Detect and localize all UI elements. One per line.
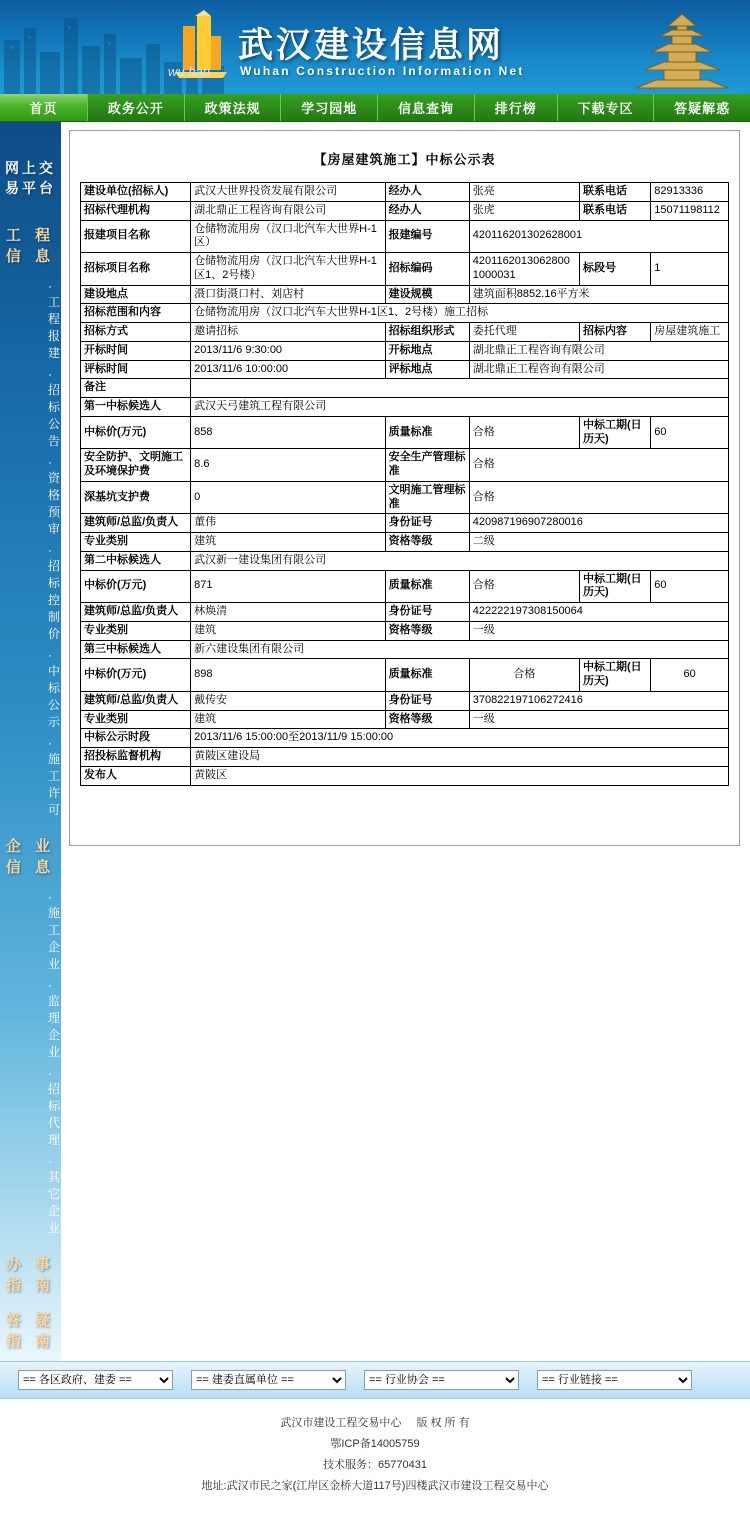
nav-item-info-query[interactable]: 信息查询 — [378, 94, 475, 121]
value-third-duration: 60 — [651, 659, 729, 692]
label-third-id: 身份证号 — [385, 691, 469, 710]
table-row — [81, 729, 729, 748]
sidebar-item-construction-enterprise[interactable]: · 施工企业 — [0, 887, 61, 975]
value-section-no: 1 — [651, 253, 729, 286]
sidebar-item-construction-permit[interactable]: · 施工许可 — [0, 733, 61, 821]
sidebar-item-project-registration[interactable]: · 工程报建 — [0, 276, 61, 364]
site-banner — [0, 0, 750, 94]
nav-item-faq[interactable]: 答疑解惑 — [674, 101, 731, 116]
footer-support: 技术服务：65770431 — [323, 1458, 427, 1471]
value-supervision-org: 黄陂区建设局 — [191, 748, 729, 767]
label-second-bid-price: 中标价(万元) — [81, 570, 191, 603]
value-third-bid-price: 898 — [191, 659, 385, 692]
bid-publicity-document — [69, 130, 740, 846]
label-construction-site: 建设地点 — [81, 285, 191, 304]
label-supervision-org: 招投标监督机构 — [81, 748, 191, 767]
value-first-civil-std: 合格 — [469, 481, 728, 514]
label-first-architect: 建筑师/总监/负责人 — [81, 514, 191, 533]
value-third-major: 建筑 — [191, 710, 385, 729]
nav-item-download-zone[interactable]: 下载专区 — [558, 94, 655, 121]
label-remark: 备注 — [81, 379, 191, 398]
label-open-time: 开标时间 — [81, 341, 191, 360]
label-first-duration: 中标工期(日历天) — [579, 416, 650, 449]
table-row — [81, 416, 729, 449]
value-first-bid-price: 858 — [191, 416, 385, 449]
select-industry-associations[interactable] — [364, 1370, 519, 1390]
label-third-bid-price: 中标价(万元) — [81, 659, 191, 692]
label-bid-org-form: 招标组织形式 — [385, 323, 469, 342]
label-section-no: 标段号 — [579, 253, 650, 286]
value-first-deep-fee: 0 — [191, 481, 385, 514]
footer-copyright-row — [0, 1413, 750, 1434]
table-row — [81, 481, 729, 514]
table-row — [81, 253, 729, 286]
value-open-place: 湖北鼎正工程咨询有限公司 — [469, 341, 728, 360]
value-bid-content: 房屋建筑施工 — [651, 323, 729, 342]
value-third-architect: 戴传安 — [191, 691, 385, 710]
value-first-safety-std: 合格 — [469, 449, 728, 482]
yellow-crane-tower-icon — [622, 12, 742, 92]
main-navigation[interactable] — [0, 94, 750, 122]
label-third-candidate: 第三中标候选人 — [81, 640, 191, 659]
value-eval-place: 湖北鼎正工程咨询有限公司 — [469, 360, 728, 379]
table-row — [81, 323, 729, 342]
label-publicity-period: 中标公示时段 — [81, 729, 191, 748]
value-open-time: 2013/11/6 9:30:00 — [191, 341, 385, 360]
site-footer — [0, 1399, 750, 1515]
site-title-en: Wuhan Construction Information Net — [240, 64, 525, 78]
label-first-grade: 资格等级 — [385, 533, 469, 552]
value-second-bid-price: 871 — [191, 570, 385, 603]
site-title-cn: 武汉建设信息网 — [238, 26, 505, 66]
sidebar-links-engineering — [0, 276, 61, 821]
label-second-quality: 质量标准 — [385, 570, 469, 603]
value-bid-method: 邀请招标 — [191, 323, 385, 342]
label-first-bid-price: 中标价(万元) — [81, 416, 191, 449]
select-district-governments[interactable] — [18, 1370, 173, 1390]
value-construction-unit: 武汉大世界投资发展有限公司 — [191, 183, 385, 202]
label-second-architect: 建筑师/总监/负责人 — [81, 603, 191, 622]
label-first-candidate: 第一中标候选人 — [81, 398, 191, 417]
table-row — [81, 710, 729, 729]
value-second-major: 建筑 — [191, 621, 385, 640]
value-bid-code: 42011620130628001000031 — [469, 253, 579, 286]
value-second-id: 422222197308150064 — [469, 603, 728, 622]
table-row — [81, 398, 729, 417]
table-row — [81, 551, 729, 570]
table-row — [81, 533, 729, 552]
value-third-candidate: 新六建设集团有限公司 — [191, 640, 729, 659]
sidebar-item-winning-publicity[interactable]: · 中标公示 — [0, 645, 61, 733]
sidebar-section-title-faq-guide[interactable]: 答 疑 指 南 — [5, 1312, 56, 1350]
label-third-quality: 质量标准 — [385, 659, 469, 692]
nav-item-government-affairs[interactable]: 政务公开 — [88, 94, 185, 121]
label-second-duration: 中标工期(日历天) — [579, 570, 650, 603]
label-contact-phone-1: 联系电话 — [579, 183, 650, 202]
value-first-quality: 合格 — [469, 416, 579, 449]
table-row — [81, 220, 729, 253]
value-publisher: 黄陂区 — [191, 766, 729, 785]
value-construction-scale: 建筑面积8852.16平方米 — [469, 285, 728, 304]
main-content — [61, 122, 750, 1361]
table-row — [81, 183, 729, 202]
table-row — [81, 201, 729, 220]
table-row — [81, 691, 729, 710]
label-first-safety-std: 安全生产管理标准 — [385, 449, 469, 482]
label-second-grade: 资格等级 — [385, 621, 469, 640]
label-second-major: 专业类别 — [81, 621, 191, 640]
sidebar-item-prequalification[interactable]: · 资格预审 — [0, 452, 61, 540]
value-publicity-period: 2013/11/6 15:00:00至2013/11/9 15:00:00 — [191, 729, 729, 748]
label-construction-scale: 建设规模 — [385, 285, 469, 304]
footer-owner: 武汉市建设工程交易中心 — [280, 1417, 402, 1429]
value-first-safety-fee: 8.6 — [191, 449, 385, 482]
label-project-name-reported: 报建项目名称 — [81, 220, 191, 253]
value-contact-phone-2: 15071198112 — [651, 201, 729, 220]
label-third-architect: 建筑师/总监/负责人 — [81, 691, 191, 710]
value-first-id: 420987196907280016 — [469, 514, 728, 533]
nav-item-home[interactable]: 首页 — [0, 94, 88, 121]
label-first-quality: 质量标准 — [385, 416, 469, 449]
label-handler-1: 经办人 — [385, 183, 469, 202]
label-first-deep-fee: 深基坑支护费 — [81, 481, 191, 514]
table-row — [81, 341, 729, 360]
table-row — [81, 766, 729, 785]
table-row — [81, 659, 729, 692]
sidebar-section-title-engineering: 工 程 信 息 — [5, 227, 56, 265]
nav-item-ranking[interactable]: 排行榜 — [475, 94, 558, 121]
value-first-grade: 二级 — [469, 533, 728, 552]
label-report-no: 报建编号 — [385, 220, 469, 253]
label-publisher: 发布人 — [81, 766, 191, 785]
label-contact-phone-2: 联系电话 — [579, 201, 650, 220]
sidebar-section-title-enterprise: 企 业 信 息 — [5, 838, 56, 876]
footer-rights: 版 权 所 有 — [416, 1417, 470, 1429]
sidebar-item-supervision-enterprise[interactable]: · 监理企业 — [0, 975, 61, 1063]
label-third-grade: 资格等级 — [385, 710, 469, 729]
document-title: 【房屋建筑施工】中标公示表 — [313, 152, 496, 167]
label-second-candidate: 第二中标候选人 — [81, 551, 191, 570]
value-second-architect: 林焕清 — [191, 603, 385, 622]
value-second-candidate: 武汉新一建设集团有限公司 — [191, 551, 729, 570]
sidebar-item-other-enterprise[interactable]: · 其它企业 — [0, 1151, 61, 1239]
bid-publicity-table — [80, 182, 729, 786]
value-third-id: 370822197106272416 — [469, 691, 728, 710]
value-bid-project-name: 仓储物流用房（汉口北汽车大世界H-1区1、2号楼） — [191, 253, 385, 286]
value-project-name-reported: 仓储物流用房（汉口北汽车大世界H-1区） — [191, 220, 385, 253]
table-row — [81, 640, 729, 659]
value-third-grade: 一级 — [469, 710, 728, 729]
nav-item-policy-laws[interactable]: 政策法规 — [185, 94, 282, 121]
sidebar-section-title-guide[interactable]: 办 事 指 南 — [5, 1256, 56, 1294]
value-first-major: 建筑 — [191, 533, 385, 552]
quick-links-bar — [0, 1361, 750, 1399]
label-bid-scope: 招标范围和内容 — [81, 304, 191, 323]
value-third-quality: 合格 — [469, 659, 579, 692]
value-construction-site: 滠口街滠口村、刘店村 — [191, 285, 385, 304]
label-handler-2: 经办人 — [385, 201, 469, 220]
value-contact-phone-1: 82913336 — [651, 183, 729, 202]
label-third-duration: 中标工期(日历天) — [579, 659, 650, 692]
table-row — [81, 285, 729, 304]
sidebar-item-bid-announcement[interactable]: · 招标公告 — [0, 364, 61, 452]
label-eval-time: 评标时间 — [81, 360, 191, 379]
label-eval-place: 评标地点 — [385, 360, 469, 379]
select-industry-links[interactable] — [537, 1370, 692, 1390]
value-bid-org-form: 委托代理 — [469, 323, 579, 342]
value-handler-2: 张虎 — [469, 201, 579, 220]
label-first-civil-std: 文明施工管理标准 — [385, 481, 469, 514]
label-second-id: 身份证号 — [385, 603, 469, 622]
wuhan-script-text: wu han — [168, 64, 210, 79]
left-sidebar — [0, 122, 61, 1361]
label-construction-unit: 建设单位(招标人) — [81, 183, 191, 202]
sidebar-item-bid-control-price[interactable]: · 招标控制价 — [0, 540, 61, 645]
page-layout — [0, 122, 750, 1361]
table-row — [81, 360, 729, 379]
value-first-architect: 董伟 — [191, 514, 385, 533]
value-second-duration: 60 — [651, 570, 729, 603]
sidebar-links-enterprise — [0, 887, 61, 1239]
label-first-major: 专业类别 — [81, 533, 191, 552]
table-row — [81, 449, 729, 482]
table-row — [81, 570, 729, 603]
label-first-id: 身份证号 — [385, 514, 469, 533]
label-first-safety-fee: 安全防护、文明施工及环境保护费 — [81, 449, 191, 482]
value-agency: 湖北鼎正工程咨询有限公司 — [191, 201, 385, 220]
table-row — [81, 379, 729, 398]
value-bid-scope: 仓储物流用房（汉口北汽车大世界H-1区1、2号楼）施工招标 — [191, 304, 729, 323]
value-first-candidate: 武汉天弓建筑工程有限公司 — [191, 398, 729, 417]
value-second-grade: 一级 — [469, 621, 728, 640]
table-row — [81, 304, 729, 323]
footer-icp: 鄂ICP备14005759 — [330, 1437, 420, 1450]
label-bid-method: 招标方式 — [81, 323, 191, 342]
table-row — [81, 514, 729, 533]
value-eval-time: 2013/11/6 10:00:00 — [191, 360, 385, 379]
sidebar-item-bidding-agency[interactable]: · 招标代理 — [0, 1063, 61, 1151]
value-second-quality: 合格 — [469, 570, 579, 603]
footer-address: 地址:武汉市民之家(江岸区金桥大道117号)四楼武汉市建设工程交易中心 — [201, 1479, 549, 1492]
table-row — [81, 603, 729, 622]
nav-item-study-garden[interactable]: 学习园地 — [281, 94, 378, 121]
label-open-place: 开标地点 — [385, 341, 469, 360]
label-bid-project-name: 招标项目名称 — [81, 253, 191, 286]
select-committee-units[interactable] — [191, 1370, 346, 1390]
value-first-duration: 60 — [651, 416, 729, 449]
table-row — [81, 748, 729, 767]
label-bid-code: 招标编码 — [385, 253, 469, 286]
value-handler-1: 张亮 — [469, 183, 579, 202]
value-remark — [191, 379, 729, 398]
label-third-major: 专业类别 — [81, 710, 191, 729]
value-report-no: 420116201302628001 — [469, 220, 728, 253]
label-bid-content: 招标内容 — [579, 323, 650, 342]
table-row — [81, 621, 729, 640]
label-agency: 招标代理机构 — [81, 201, 191, 220]
sidebar-platform-title: 网上交易平台 — [5, 160, 56, 196]
